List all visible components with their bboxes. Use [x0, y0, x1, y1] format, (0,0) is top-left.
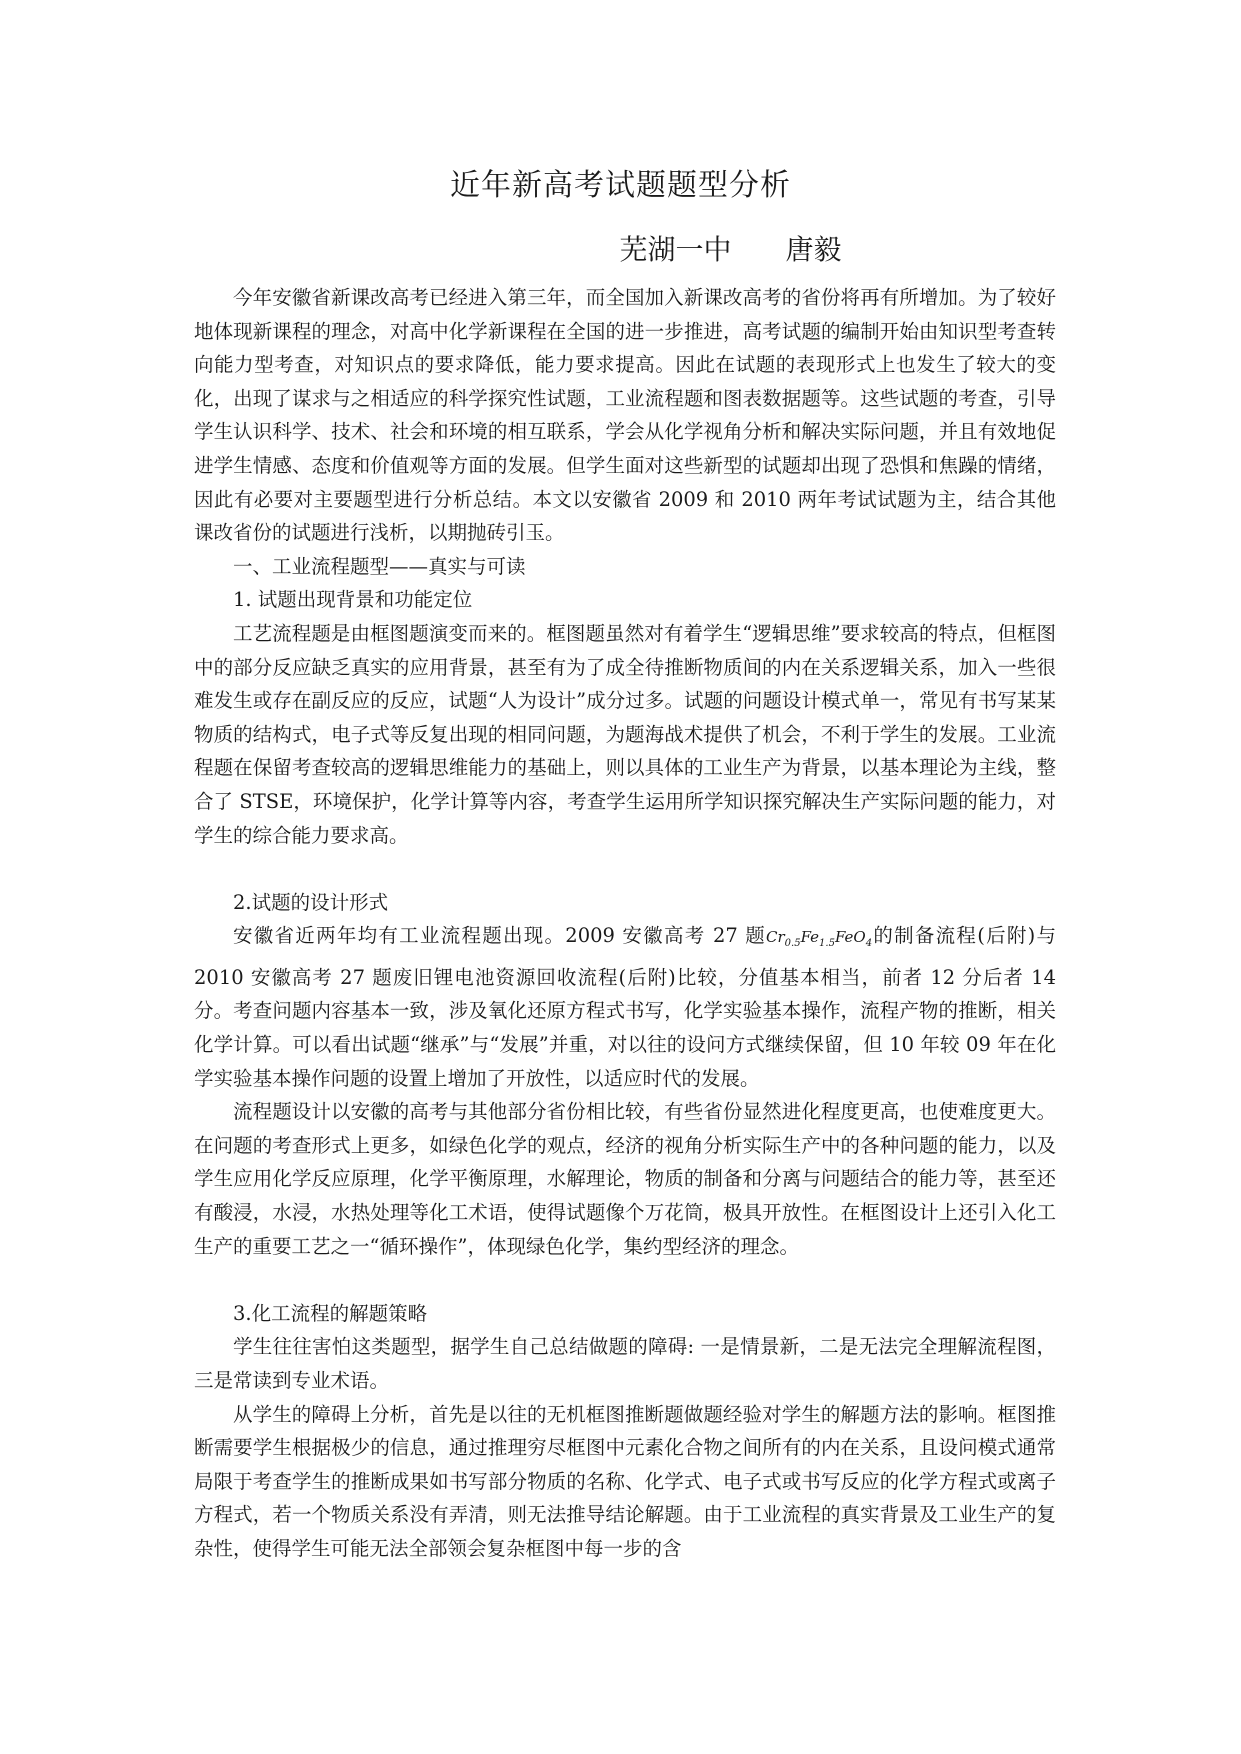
document-title: 近年新高考试题题型分析 [450, 168, 791, 203]
paragraph-text-before-formula: 安徽省近两年均有工业流程题出现。2009 安徽高考 27 题 [233, 924, 766, 948]
blank-line [194, 1263, 1056, 1297]
subsection-1-paragraph: 工艺流程题是由框图题演变而来的。框图题虽然对有着学生“逻辑思维”要求较高的特点，但框图中的部分反应缺乏真实的应用背景，甚至有为了成全待推断物质间的内在关系逻辑关系，加入一些很难发生或存在副反应的反应，试题“人为设计”成分过多。试题的问题设计模式单一，常见有书写某某物质的结构式，电子式等反复出现的相同问题，为题海战术提供了机会，不利于学生的发展。工业流程题在保留考查较高的逻辑思维能力的基础上，则以具体的工业生产为背景，以基本理论为主线，整合了 STSE，环境保护，化学计算等内容，考查学生运用所学知识探究解决生产实际问题的能力，对学生的综合能力要求高。 [194, 621, 1056, 847]
subsection-heading-2: 2.试题的设计形式 [233, 890, 389, 914]
author-name: 唐毅 [785, 233, 842, 266]
subsection-heading-1: 1. 试题出现背景和功能定位 [233, 588, 473, 612]
intro-paragraph: 今年安徽省新课改高考已经进入第三年，而全国加入新课改高考的省份将再有所增加。为了较好地体现新课程的理念，对高中化学新课程在全国的进一步推进，高考试题的编制开始由知识型考查转向能力型考查，对知识点的要求降低，能力要求提高。因此在试题的表现形式上也发生了较大的变化，出现了谋求与之相适应的科学探究性试题，工业流程题和图表数据题等。这些试题的考查，引导学生认识科学、技术、社会和环境的相互联系，学会从化学视角分析和解决实际问题，并且有效地促进学生情感、态度和价值观等方面的发展。但学生面对这些新型的试题却出现了恐惧和焦躁的情绪，因此有必要对主要题型进行分析总结。本文以安徽省 2009 和 2010 两年考试试题为主，结合其他课改省份的试题进行浅析，以期抛砖引玉。 [194, 286, 1056, 545]
subsection-3-paragraph-1: 学生往往害怕这类题型，据学生自己总结做题的障碍: 一是情景新，二是无法完全理解流程图，三是常读到专业术语。 [194, 1335, 1056, 1392]
subsection-3-paragraph-2: 从学生的障碍上分析，首先是以往的无机框图推断题做题经验对学生的解题方法的影响。框图推断需要学生根据极少的信息，通过推理穷尽框图中元素化合物之间所有的内在关系，且设问模式通常局限于考查学生的推断成果如书写部分物质的名称、化学式、电子式或书写反应的化学方程式或离子方程式，若一个物质关系没有弄清，则无法推导结论解题。由于工业流程的真实背景及工业生产的复杂性，使得学生可能无法全部领会复杂框图中每一步的含 [194, 1402, 1056, 1560]
blank-line [194, 852, 1056, 886]
subsection-2-paragraph-1 [194, 919, 1056, 1095]
author-school: 芜湖一中 [619, 233, 732, 266]
author-line [0, 228, 1241, 268]
document-body [194, 281, 1056, 1566]
chemical-formula: $Cr_{0.5}Fe_{1.5}FeO_4$ [766, 928, 873, 950]
section-heading-1: 一、工业流程题型——真实与可读 [233, 554, 526, 578]
paragraph-text-after-formula: 的制备流程(后附)与 2010 安徽高考 27 题废旧锂电池资源回收流程(后附)比较，分值基本相当，前者 12 分后者 14 分。考查问题内容基本一致，涉及氧化还原方程式书写，化学实验基本操作，流程产物的推断，相关化学计算。可以看出试题“继承”与“发展”并重，对以往的设问方式继续保留，但 10 年较 09 年在化学实验基本操作问题的设置上增加了开放性，以适应时代的发展。 [194, 924, 1056, 1090]
subsection-2-paragraph-2: 流程题设计以安徽的高考与其他部分省份相比较，有些省份显然进化程度更高，也使难度更大。在问题的考查形式上更多，如绿色化学的观点，经济的视角分析实际生产中的各种问题的能力，以及学生应用化学反应原理，化学平衡原理，水解理论，物质的制备和分离与问题结合的能力等，甚至还有酸浸，水浸，水热处理等化工术语，使得试题像个万花筒，极具开放性。在框图设计上还引入化工生产的重要工艺之一“循环操作”，体现绿色化学，集约型经济的理念。 [194, 1100, 1056, 1258]
subsection-heading-3: 3.化工流程的解题策略 [233, 1301, 428, 1325]
